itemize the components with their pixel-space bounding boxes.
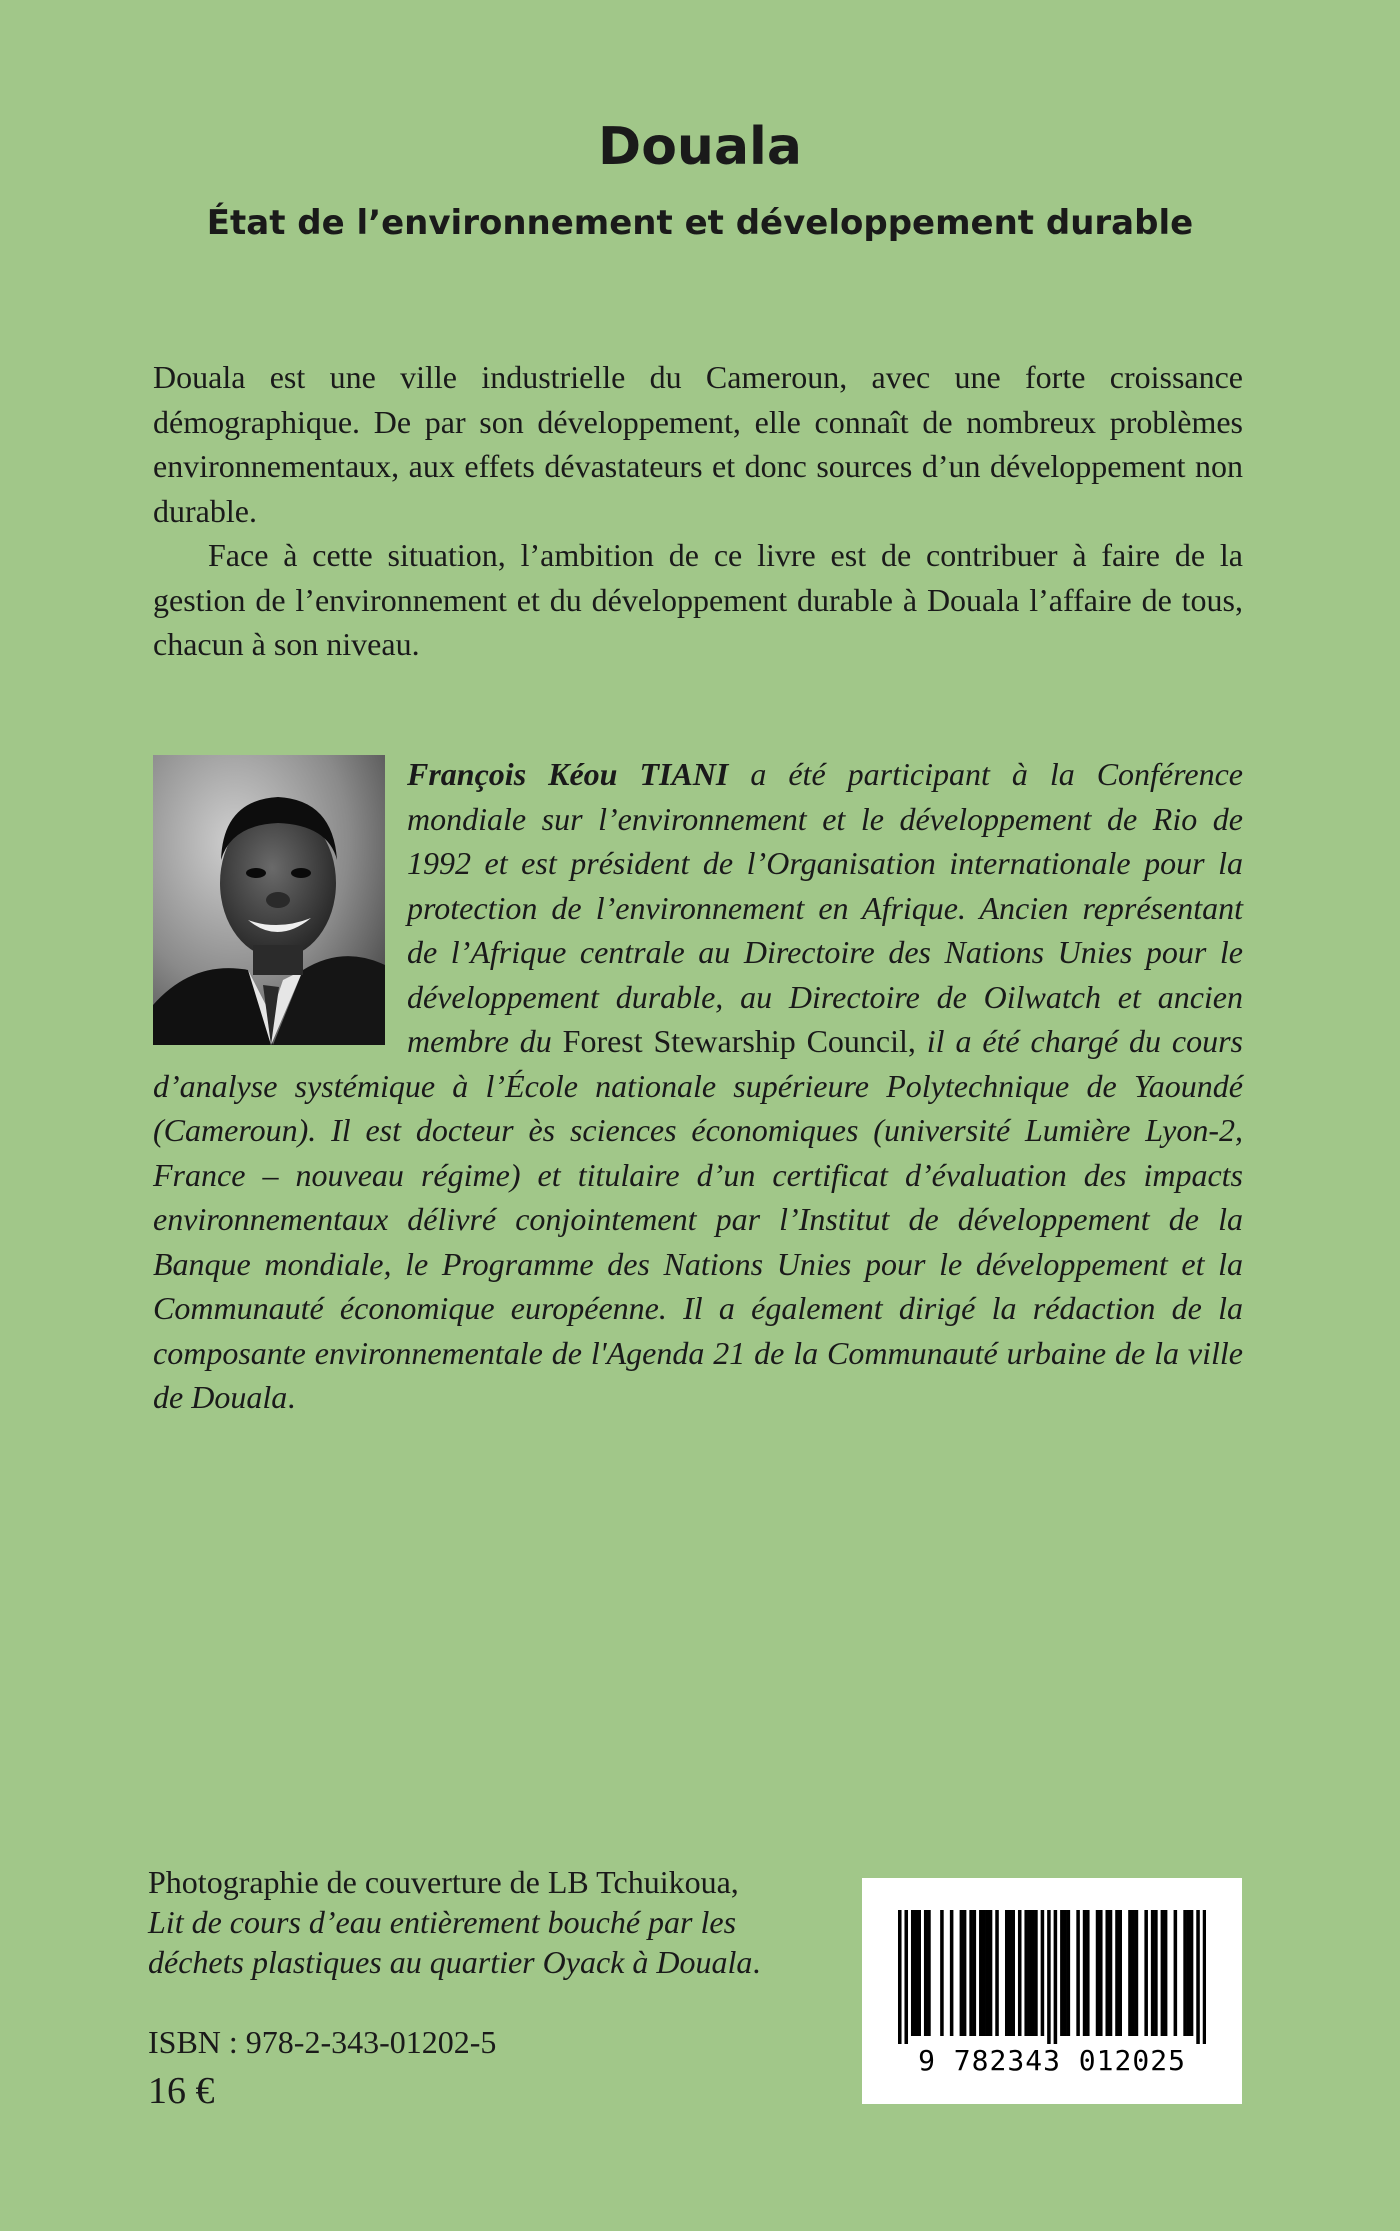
barcode-bar: [1154, 1910, 1158, 2036]
credit-line-1: Photographie de couverture de LB Tchuikoua,: [148, 1864, 739, 1900]
barcode-bar: [1161, 1910, 1165, 2036]
barcode-bar: [1096, 1910, 1100, 2036]
author-photo: [153, 755, 385, 1045]
barcode-bar: [973, 1910, 977, 2036]
barcode-bar: [924, 1910, 928, 2036]
barcode-bar: [1024, 1910, 1028, 2036]
book-title: Douala: [598, 117, 802, 177]
ean13-barcode-icon: [898, 1910, 1206, 2044]
author-name: François Kéou TIANI: [407, 756, 729, 792]
barcode-bar: [1063, 1910, 1067, 2036]
barcode-bar: [995, 1910, 999, 2036]
barcode-bar: [1060, 1910, 1064, 2036]
barcode-bar: [898, 1910, 902, 2044]
barcode-bar: [986, 1910, 990, 2036]
barcode-bar: [1109, 1910, 1113, 2036]
barcode-bar: [950, 1910, 954, 2036]
barcode-bar: [1164, 1910, 1168, 2036]
barcode-bar: [1203, 1910, 1206, 2044]
author-portrait-icon: [153, 755, 385, 1045]
barcode-bar: [1135, 1910, 1139, 2036]
blurb-paragraph-2: Face à cette situation, l’ambition de ce livre est de contribuer à faire de la gestion de l’environnement et du développement durable à Douala l’affaire de tous, chacun à son niveau.: [153, 537, 1243, 662]
barcode-bar: [1018, 1910, 1022, 2036]
barcode-bar: [1011, 1910, 1015, 2036]
book-blurb: [153, 355, 1243, 667]
barcode-bar: [960, 1910, 964, 2036]
barcode-bar: [1196, 1910, 1200, 2044]
barcode-bar: [1054, 1910, 1058, 2044]
barcode-bar: [1105, 1910, 1109, 2036]
barcode-bar: [982, 1910, 986, 2036]
barcode-bar: [1174, 1910, 1178, 2036]
barcode-bar: [969, 1910, 973, 2036]
barcode-bar: [989, 1910, 993, 2036]
barcode-bar: [1144, 1910, 1148, 2036]
barcode-bar: [1131, 1910, 1135, 2036]
barcode-bar: [1067, 1910, 1071, 2036]
barcode-bar: [1005, 1910, 1009, 2036]
author-bio-part-2: il a été chargé du cours d’analyse systémique à l’École nationale supérieure Polytechnique de Yaoundé (Cameroun). Il est docteur ès sciences économiques (université Lumière Lyon-2, France – nouveau régime) et titulaire d’un certificat d’évaluation des impacts environnementaux délivré conjointement par l’Institut de développement de la Banque mondiale, le Programme des Nations Unies pour le développement et la Communauté économique européenne. Il a également dirigé la rédaction de la composante environnementale de l'Agenda 21 de la Communauté urbaine de la ville de Douala: [153, 1023, 1244, 1415]
barcode-bar: [979, 1910, 983, 2036]
barcode-bar: [1118, 1910, 1122, 2036]
barcode-bar: [927, 1910, 931, 2036]
barcode-bar: [1190, 1910, 1194, 2036]
blurb-paragraph-1: Douala est une ville industrielle du Cameroun, avec une forte croissance démographique. De par son développement, elle connaît de nombreux problèmes environnementaux, aux effets dévastateurs et donc sources d’un développement non durable.: [153, 359, 1243, 529]
barcode-bar: [1041, 1910, 1045, 2036]
barcode-bar: [1086, 1910, 1090, 2036]
cover-photo-credit: [148, 1862, 808, 1982]
credit-line-2: Lit de cours d’eau entièrement bouché par les: [148, 1904, 737, 1940]
barcode-digits: 9 782343 012025: [918, 2044, 1186, 2077]
barcode-bar: [1151, 1910, 1155, 2036]
barcode-bar: [1028, 1910, 1032, 2036]
barcode-bar: [1099, 1910, 1103, 2036]
barcode-bar: [1008, 1910, 1012, 2036]
isbn: ISBN : 978-2-343-01202-5: [148, 2024, 497, 2060]
barcode-bar: [940, 1910, 944, 2036]
book-subtitle: État de l’environnement et développement durable: [206, 203, 1194, 243]
credit-line-3-end: .: [752, 1944, 761, 1980]
barcode-bar: [1083, 1910, 1087, 2036]
price: 16 €: [148, 2070, 215, 2112]
barcode-bar: [1047, 1910, 1051, 2044]
barcode-bar: [1115, 1910, 1119, 2036]
barcode-bar: [1034, 1910, 1038, 2036]
barcode-bar: [963, 1910, 967, 2036]
author-bio-end: .: [287, 1379, 296, 1415]
barcode-bar: [917, 1910, 921, 2036]
barcode-panel: [862, 1878, 1242, 2104]
author-bio: [153, 752, 1243, 1420]
barcode-bar: [1076, 1910, 1080, 2036]
author-bio-organization: Forest Stewarship Council,: [562, 1023, 916, 1059]
barcode-bar: [1128, 1910, 1132, 2036]
author-bio-part-1: a été participant à la Conférence mondiale sur l’environnement et le développement de Rio de 1992 et est président de l’Organisation internationale pour la protection de l’environnement en Afrique. Ancien représentant de l’Afrique centrale au Directoire des Nations Unies pour le développement durable, au Directoire de Oilwatch et ancien membre du: [407, 756, 1244, 1059]
barcode-bar: [911, 1910, 915, 2036]
barcode-bar: [1187, 1910, 1191, 2036]
barcode-bar: [914, 1910, 918, 2036]
barcode-bar: [1031, 1910, 1035, 2036]
barcode-bar: [904, 1910, 908, 2044]
barcode-bar: [1183, 1910, 1187, 2036]
credit-line-3: déchets plastiques au quartier Oyack à Douala: [148, 1944, 753, 1980]
